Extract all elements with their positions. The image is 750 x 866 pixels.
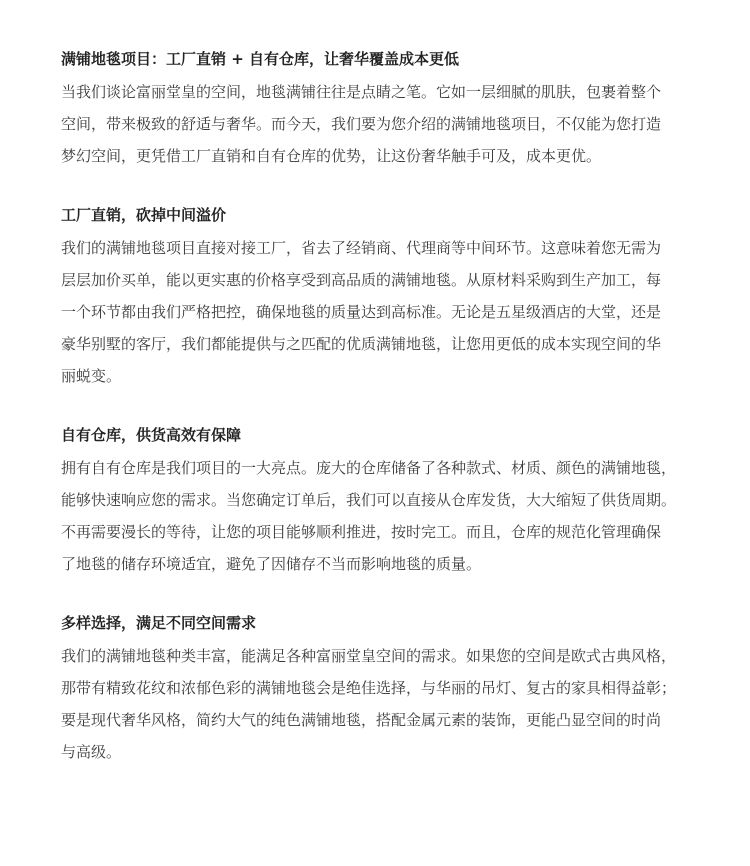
paragraph-line: 我们的满铺地毯项目直接对接工厂，省去了经销商、代理商等中间环节。这意味着您无需为 — [61, 239, 662, 257]
section-diverse-choice — [61, 614, 712, 768]
section-heading: 满铺地毯项目：工厂直销 + 自有仓库，让奢华覆盖成本更低 — [61, 50, 460, 68]
section-intro — [61, 50, 712, 172]
paragraph-line: 我们的满铺地毯种类丰富，能满足各种富丽堂皇空间的需求。如果您的空间是欧式古典风格， — [61, 647, 677, 665]
paragraph-line: 当我们谈论富丽堂皇的空间，地毯满铺往往是点睛之笔。它如一层细腻的肌肤，包裹着整个 — [61, 83, 662, 101]
paragraph-line: 豪华别墅的客厅，我们都能提供与之匹配的优质满铺地毯，让您用更低的成本实现空间的华 — [61, 335, 662, 353]
section-paragraph — [61, 76, 712, 172]
section-heading: 工厂直销，砍掉中间溢价 — [61, 206, 227, 224]
section-paragraph — [61, 640, 712, 768]
paragraph-line: 空间，带来极致的舒适与奢华。而今天，我们要为您介绍的满铺地毯项目，不仅能为您打造 — [61, 115, 662, 133]
paragraph-line: 那带有精致花纹和浓郁色彩的满铺地毯会是绝佳选择，与华丽的吊灯、复古的家具相得益彰； — [61, 679, 677, 697]
section-own-warehouse — [61, 426, 712, 580]
section-heading: 自有仓库，供货高效有保障 — [61, 426, 242, 444]
paragraph-line: 能够快速响应您的需求。当您确定订单后，我们可以直接从仓库发货，大大缩短了供货周期。 — [61, 491, 677, 509]
section-paragraph — [61, 452, 712, 580]
paragraph-line: 层层加价买单，能以更实惠的价格享受到高品质的满铺地毯。从原材料采购到生产加工，每 — [61, 271, 662, 289]
paragraph-line: 与高级。 — [61, 743, 122, 761]
paragraph-line: 要是现代奢华风格，简约大气的纯色满铺地毯，搭配金属元素的装饰，更能凸显空间的时尚 — [61, 711, 662, 729]
paragraph-line: 了地毯的储存环境适宜，避免了因储存不当而影响地毯的质量。 — [61, 555, 482, 573]
paragraph-line: 一个环节都由我们严格把控，确保地毯的质量达到高标准。无论是五星级酒店的大堂，还是 — [61, 303, 662, 321]
section-factory-direct — [61, 206, 712, 392]
paragraph-line: 梦幻空间，更凭借工厂直销和自有仓库的优势，让这份奢华触手可及，成本更优。 — [61, 147, 602, 165]
paragraph-line: 拥有自有仓库是我们项目的一大亮点。庞大的仓库储备了各种款式、材质、颜色的满铺地毯， — [61, 459, 677, 477]
paragraph-line: 不再需要漫长的等待，让您的项目能够顺利推进，按时完工。而且，仓库的规范化管理确保 — [61, 523, 662, 541]
section-paragraph — [61, 232, 712, 392]
section-heading: 多样选择，满足不同空间需求 — [61, 614, 257, 632]
paragraph-line: 丽蜕变。 — [61, 367, 122, 385]
